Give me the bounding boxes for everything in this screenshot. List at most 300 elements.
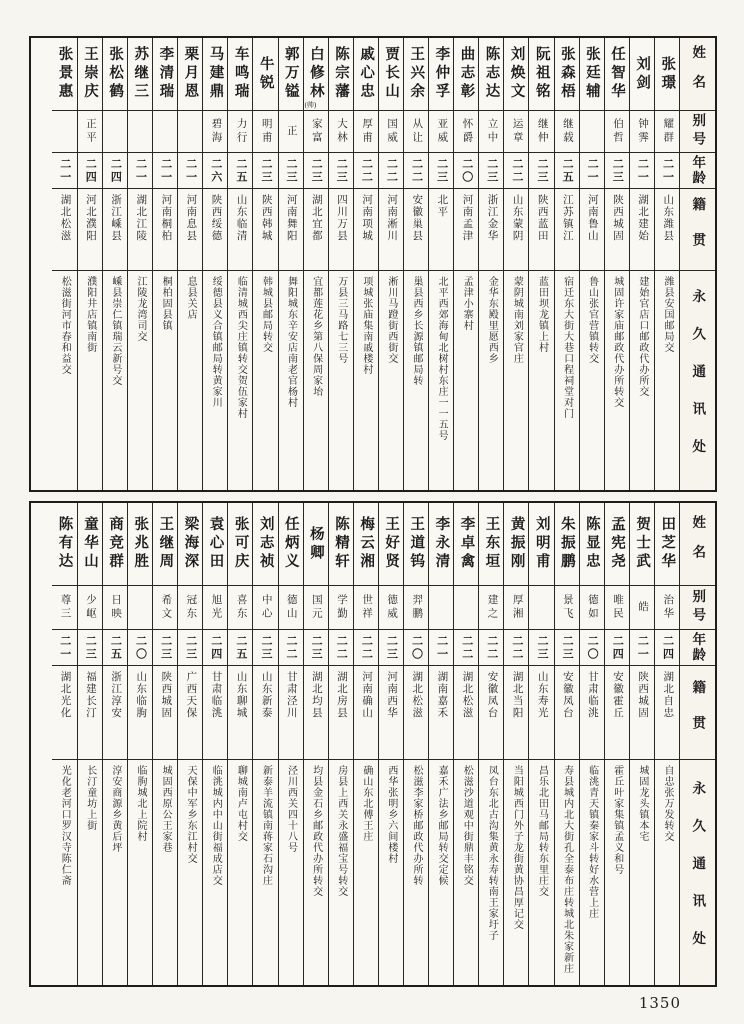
age-cell: [580, 152, 604, 188]
person-name: 黄振刚: [508, 516, 525, 572]
alias-cell: [178, 110, 202, 152]
person-alias: 力行: [235, 118, 247, 145]
person-column: [428, 38, 453, 490]
name-cell: [580, 38, 604, 110]
alias-cell: [379, 585, 403, 629]
person-column: [579, 503, 604, 985]
person-age: 二〇: [134, 634, 147, 661]
person-age: 二三: [259, 157, 272, 184]
person-name: 梅云湘: [358, 516, 375, 572]
name-cell: [52, 38, 77, 110]
person-alias: 世祥: [361, 594, 373, 621]
alias-cell: [479, 110, 503, 152]
person-alias: 唯民: [612, 594, 624, 621]
person-name: 刘明甫: [533, 516, 550, 572]
address-cell: [203, 759, 227, 985]
person-alias: 希文: [160, 594, 172, 621]
name-cell: [630, 503, 654, 585]
address-cell: [429, 759, 453, 985]
address-cell: [103, 270, 127, 490]
header-native-place-cell: [680, 188, 715, 270]
name-cell: [379, 38, 403, 110]
person-age: 二三: [259, 634, 272, 661]
person-address: 均县金石乡邮政代办所转交: [310, 765, 322, 897]
person-column: [403, 503, 428, 985]
address-cell: [429, 270, 453, 490]
person-name: 牛锐: [257, 55, 274, 93]
person-alias: 羿鹏: [411, 594, 423, 621]
person-alias: 日映: [110, 594, 122, 621]
person-name: 梁海深: [182, 516, 199, 572]
alias-cell: [228, 110, 252, 152]
native-place-cell: [605, 188, 629, 270]
person-column: [303, 503, 328, 985]
person-alias: 德山: [285, 594, 297, 621]
person-native-place: 甘肃临洮: [210, 671, 222, 719]
person-alias: 国威: [386, 118, 398, 145]
person-address: 新泰羊流镇南蒋家石沟庄: [260, 765, 272, 886]
person-address: 光化老河口罗汉寺陈仁斋: [59, 765, 71, 886]
person-age: 二一: [184, 157, 197, 184]
person-age: 二三: [485, 157, 498, 184]
person-address: 城固龙头镇本宅: [636, 765, 648, 842]
person-native-place: 河南确山: [361, 671, 373, 719]
age-cell: [178, 152, 202, 188]
person-alias: 旭光: [210, 594, 222, 621]
person-age: 二一: [435, 634, 448, 661]
person-column: [654, 503, 679, 985]
person-name: 张景惠: [56, 46, 73, 102]
alias-cell: [52, 585, 77, 629]
alias-cell: [228, 585, 252, 629]
name-cell: [529, 38, 553, 110]
name-cell: [354, 38, 378, 110]
address-cell: [479, 759, 503, 985]
person-age: 二六: [209, 157, 222, 184]
header-age-cell: [680, 152, 715, 188]
person-column: [77, 38, 102, 490]
person-column: [328, 503, 353, 985]
address-cell: [479, 270, 503, 490]
alias-cell: [404, 585, 428, 629]
person-native-place: 安徽凤台: [561, 671, 573, 719]
person-column: [252, 503, 277, 985]
native-place-cell: [655, 665, 679, 759]
person-age: 二一: [58, 157, 71, 184]
name-cell: [555, 38, 579, 110]
page-number: 1350: [638, 994, 681, 1012]
person-alias: 大林: [335, 118, 347, 145]
address-cell: [304, 759, 328, 985]
person-alias: 冠东: [185, 594, 197, 621]
person-address: 松滋沙道观中街鼎丰铭交: [461, 765, 473, 886]
alias-cell: [203, 110, 227, 152]
header-alias-cell: [680, 110, 715, 152]
age-cell: [504, 152, 528, 188]
person-native-place: 江苏镇江: [561, 194, 573, 242]
person-native-place: 浙江嵊县: [110, 194, 122, 242]
person-age: 二一: [661, 157, 674, 184]
address-cell: [404, 759, 428, 985]
person-native-place: 四川万县: [335, 194, 347, 242]
person-native-place: 山东蒙阴: [511, 194, 523, 242]
header-native-place-label: 籍贯: [690, 679, 706, 751]
person-age: 二二: [335, 634, 348, 661]
native-place-cell: [429, 665, 453, 759]
name-cell: [404, 503, 428, 585]
address-cell: [605, 759, 629, 985]
person-column: [654, 38, 679, 490]
address-cell: [354, 759, 378, 985]
person-name: 张兆胜: [132, 516, 149, 572]
address-cell: [52, 270, 77, 490]
person-name: 张可庆: [232, 516, 249, 572]
person-alias: 碧海: [210, 118, 222, 145]
alias-cell: [304, 110, 328, 152]
person-age: 二一: [58, 634, 71, 661]
directory-table-bottom: [29, 501, 717, 987]
person-name: 白修林: [307, 46, 324, 102]
person-alias: 亚威: [436, 118, 448, 145]
age-cell: [529, 152, 553, 188]
address-cell: [253, 759, 277, 985]
native-place-cell: [354, 188, 378, 270]
person-address: 金华东殿里愿西乡: [486, 276, 498, 364]
name-cell: [605, 38, 629, 110]
age-cell: [103, 152, 127, 188]
person-name: 田芝华: [659, 516, 676, 572]
person-address: 建始官店口邮政代办所交: [636, 276, 648, 397]
alias-cell: [529, 585, 553, 629]
person-name: 杨卿: [307, 525, 324, 563]
person-address: 韩城县邮局转交: [260, 276, 272, 353]
native-place-cell: [555, 188, 579, 270]
person-name: 戚心忠: [358, 46, 375, 102]
person-native-place: 山东新泰: [260, 671, 272, 719]
person-column: [554, 503, 579, 985]
person-alias: 继载: [561, 118, 573, 145]
person-address: 泾川西关四十八号: [285, 765, 297, 853]
age-cell: [555, 629, 579, 665]
alias-cell: [153, 110, 177, 152]
person-alias: 耀群: [662, 118, 674, 145]
person-age: 二二: [485, 634, 498, 661]
alias-cell: [329, 110, 353, 152]
person-address: 临清城西尖庄镇转交贺伍家村: [235, 276, 247, 419]
person-native-place: 河南淅川: [386, 194, 398, 242]
person-native-place: 福建长汀: [85, 671, 97, 719]
person-column: [278, 503, 303, 985]
native-place-cell: [153, 188, 177, 270]
alias-cell: [253, 585, 277, 629]
alias-cell: [178, 585, 202, 629]
person-native-place: 河南息县: [185, 194, 197, 242]
person-column: [453, 503, 478, 985]
person-native-place: 湖北自忠: [662, 671, 674, 719]
native-place-cell: [329, 188, 353, 270]
native-place-cell: [580, 188, 604, 270]
person-native-place: 山东临朐: [135, 671, 147, 719]
name-cell: [429, 38, 453, 110]
person-native-place: 湖北建始: [637, 194, 649, 242]
person-age: 二三: [310, 157, 323, 184]
name-cell: [379, 503, 403, 585]
age-cell: [304, 629, 328, 665]
person-name: 车鸣瑞: [232, 46, 249, 102]
person-name: 李清瑞: [157, 46, 174, 102]
person-name: 孟宪尧: [609, 516, 626, 572]
person-native-place: 安徽巢县: [411, 194, 423, 242]
person-alias: 中心: [260, 594, 272, 621]
name-cell: [529, 503, 553, 585]
native-place-cell: [429, 188, 453, 270]
person-alias: 继仲: [536, 118, 548, 145]
native-place-cell: [454, 665, 478, 759]
alias-cell: [605, 585, 629, 629]
person-column: [629, 38, 654, 490]
native-place-cell: [279, 188, 303, 270]
address-cell: [253, 270, 277, 490]
person-address: 息县关店: [185, 276, 197, 320]
person-column: [378, 503, 403, 985]
person-column: [77, 503, 102, 985]
alias-cell: [153, 585, 177, 629]
person-alias: 正: [285, 124, 297, 139]
native-place-cell: [454, 188, 478, 270]
age-cell: [354, 629, 378, 665]
address-cell: [379, 759, 403, 985]
person-name: 李仲孚: [433, 46, 450, 102]
person-address: 西华张明乡六间楼村: [385, 765, 397, 864]
person-age: 二〇: [460, 157, 473, 184]
age-cell: [78, 629, 102, 665]
person-native-place: 陕西城固: [160, 671, 172, 719]
person-name: 李卓禽: [458, 516, 475, 572]
native-place-cell: [103, 665, 127, 759]
person-address: 鲁山张官营镇转交: [586, 276, 598, 364]
person-age: 二五: [234, 157, 247, 184]
person-native-place: 山东寿光: [536, 671, 548, 719]
person-age: 二一: [159, 157, 172, 184]
address-cell: [454, 759, 478, 985]
native-place-cell: [479, 665, 503, 759]
person-age: 二三: [385, 634, 398, 661]
person-age: 二三: [611, 157, 624, 184]
header-address-label: 永久通讯处: [690, 781, 706, 969]
person-age: 二三: [335, 157, 348, 184]
name-cell: [404, 38, 428, 110]
header-age-cell: [680, 629, 715, 665]
alias-cell: [580, 585, 604, 629]
person-age: 二二: [360, 157, 373, 184]
alias-cell: [504, 110, 528, 152]
person-address: 嘉禾广法乡邮局转交定候: [436, 765, 448, 886]
name-cell: [329, 38, 353, 110]
name-cell: [304, 38, 328, 110]
header-name-cell: [680, 38, 715, 110]
native-place-cell: [555, 665, 579, 759]
native-place-cell: [504, 188, 528, 270]
person-alias: 从让: [411, 118, 423, 145]
alias-cell: [128, 585, 152, 629]
person-column: [428, 503, 453, 985]
person-address: 临洮城内中山街福成店交: [210, 765, 222, 886]
person-age: 二二: [510, 634, 523, 661]
alias-cell: [52, 110, 77, 152]
alias-cell: [253, 110, 277, 152]
person-alias: 厚甫: [361, 118, 373, 145]
address-cell: [279, 270, 303, 490]
age-cell: [379, 152, 403, 188]
native-place-cell: [52, 188, 77, 270]
age-cell: [655, 629, 679, 665]
person-column: [503, 503, 528, 985]
alias-cell: [354, 110, 378, 152]
person-address: 聊城南卢屯村交: [235, 765, 247, 842]
native-place-cell: [479, 188, 503, 270]
person-name: 袁心田: [207, 516, 224, 572]
person-native-place: 河南孟津: [461, 194, 473, 242]
directory-table-top: [29, 36, 717, 492]
alias-cell: [103, 585, 127, 629]
person-address: 长汀童坊上街: [84, 765, 96, 831]
alias-cell: [454, 110, 478, 152]
address-cell: [504, 270, 528, 490]
person-address: 绥德县义合镇邮局转黄家川: [210, 276, 222, 408]
address-cell: [103, 759, 127, 985]
address-cell: [128, 270, 152, 490]
person-age: 二三: [84, 634, 97, 661]
address-cell: [153, 759, 177, 985]
person-alias: 德如: [586, 594, 598, 621]
person-column: [478, 503, 503, 985]
age-cell: [153, 629, 177, 665]
person-alias: 立中: [486, 118, 498, 145]
name-cell: [429, 503, 453, 585]
header-name-label: 姓名: [690, 514, 706, 574]
name-cell: [78, 38, 102, 110]
person-age: 二二: [360, 634, 373, 661]
alias-cell: [103, 110, 127, 152]
alias-cell: [630, 110, 654, 152]
native-place-cell: [253, 188, 277, 270]
person-column: [252, 38, 277, 490]
native-place-cell: [304, 665, 328, 759]
person-native-place: 甘肃泾川: [285, 671, 297, 719]
name-cell: [228, 38, 252, 110]
native-place-cell: [630, 188, 654, 270]
person-alias: 学勤: [335, 594, 347, 621]
person-column: [152, 503, 177, 985]
native-place-cell: [253, 665, 277, 759]
native-place-cell: [404, 188, 428, 270]
age-cell: [228, 152, 252, 188]
person-native-place: 浙江金华: [486, 194, 498, 242]
header-address-label: 永久通讯处: [690, 289, 706, 477]
age-cell: [279, 629, 303, 665]
person-column: [303, 38, 328, 490]
age-cell: [454, 629, 478, 665]
address-cell: [605, 270, 629, 490]
address-cell: [78, 759, 102, 985]
header-alias-label: 别号: [690, 589, 706, 626]
person-name: 刘焕文: [508, 46, 525, 102]
person-age: 二三: [159, 634, 172, 661]
person-column: [503, 38, 528, 490]
person-name: 张璟: [659, 55, 676, 93]
person-name: 李永清: [433, 516, 450, 572]
person-name: 任炳义: [282, 516, 299, 572]
person-address: 寿县城内北大街孔全泰布庄转城北朱家新庄: [561, 765, 573, 974]
address-cell: [454, 270, 478, 490]
person-address: 昌乐北田马邮局转东里庄交: [536, 765, 548, 897]
age-cell: [128, 152, 152, 188]
name-cell: [354, 503, 378, 585]
name-cell: [304, 503, 328, 585]
person-name: 阮祖铭: [533, 46, 550, 102]
alias-cell: [279, 110, 303, 152]
address-cell: [329, 759, 353, 985]
native-place-cell: [580, 665, 604, 759]
person-name: 张森梧: [558, 46, 575, 102]
person-column: [202, 503, 227, 985]
age-cell: [253, 629, 277, 665]
person-address: 蒙阴城南刘家官庄: [511, 276, 523, 364]
name-cell: [580, 503, 604, 585]
person-alias: 运章: [511, 118, 523, 145]
address-cell: [580, 270, 604, 490]
name-cell: [454, 503, 478, 585]
address-cell: [153, 270, 177, 490]
address-cell: [404, 270, 428, 490]
age-cell: [52, 629, 77, 665]
person-age: 二三: [435, 157, 448, 184]
person-native-place: 河北濮阳: [85, 194, 97, 242]
person-address: 凤台东北古沟集黄永寿转南王家圩子: [486, 765, 498, 941]
address-cell: [128, 759, 152, 985]
person-name: 栗月恩: [182, 46, 199, 102]
person-address: 项城张庙集南戚楼村: [360, 276, 372, 375]
person-address: 松滋李家桥邮政代办所转: [411, 765, 423, 886]
name-cell: [228, 503, 252, 585]
person-alias: 德威: [386, 594, 398, 621]
person-alias: 治华: [662, 594, 674, 621]
alias-cell: [655, 585, 679, 629]
person-column: [579, 38, 604, 490]
person-alias: 喜东: [235, 594, 247, 621]
person-age: 二五: [234, 634, 247, 661]
native-place-cell: [78, 188, 102, 270]
person-native-place: 湖北均县: [310, 671, 322, 719]
name-cell: [504, 503, 528, 585]
alias-cell: [203, 585, 227, 629]
person-address: 淳安商源乡黄后坪: [109, 765, 121, 853]
person-name: 张廷辅: [583, 46, 600, 102]
name-cell: [153, 503, 177, 585]
native-place-cell: [203, 665, 227, 759]
person-address: 濮阳井店镇南街: [84, 276, 96, 353]
header-native-place-cell: [680, 665, 715, 759]
address-cell: [354, 270, 378, 490]
person-alias: 明甫: [260, 118, 272, 145]
age-cell: [429, 152, 453, 188]
age-cell: [128, 629, 152, 665]
name-cell: [479, 38, 503, 110]
person-name: 王好贤: [383, 516, 400, 572]
person-native-place: 湖北松滋: [461, 671, 473, 719]
person-native-place: 陕西城固: [637, 671, 649, 719]
person-native-place: 湖北宜都: [310, 194, 322, 242]
